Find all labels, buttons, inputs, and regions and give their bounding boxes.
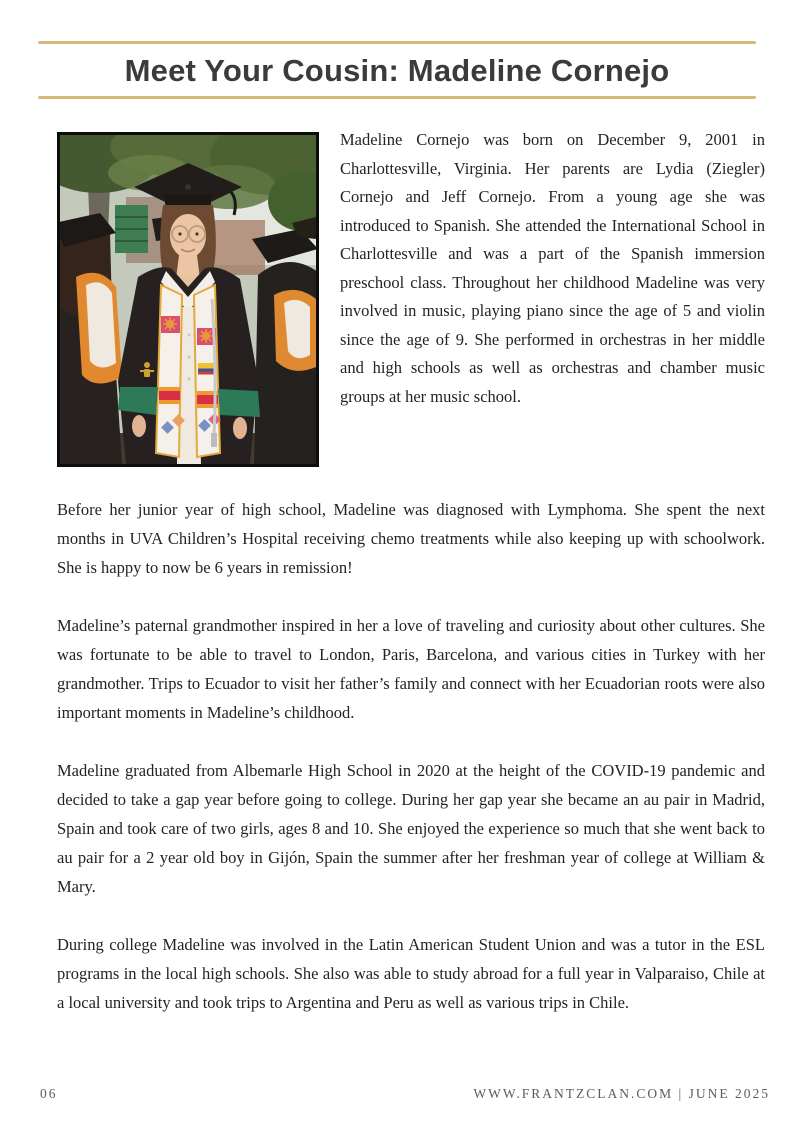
article-body bbox=[57, 132, 765, 1017]
body-paragraph: During college Madeline was involved in the Latin American Student Union and was a tutor in the ESL programs in the local high schools. She also was able to study abroad for a full year in Valparaiso, Chile at a local university and took trips to Argentina and Peru as well as various trips in Chile. bbox=[57, 935, 765, 1013]
intro-section bbox=[57, 132, 765, 467]
intro-paragraph: Madeline Cornejo was born on December 9, 2001 in Charlottesville, Virginia. Her parents are Lydia (Ziegler) Cornejo and Jeff Cornejo. From a young age she was introduced to Spanish. She attended the International School in Charlottesville and was a part of the Spanish immersion preschool class. Throughout her childhood Madeline was very involved in music, playing piano since the age of 5 and violin since the age of 9. She performed in orchestras in her middle and high schools as well as orchestras and chamber music groups at her music school. bbox=[340, 130, 765, 406]
page-number: 06 bbox=[40, 1086, 58, 1101]
graduation-photo bbox=[57, 132, 319, 467]
body-paragraph: Madeline graduated from Albemarle High School in 2020 at the height of the COVID-19 pandemic and decided to take a gap year before going to college. During her gap year she became an au pair in Madrid, Spain and took care of two girls, ages 8 and 10. She enjoyed the experience so much that she went back to au pair for a 2 year old boy in Gijón, Spain the summer after her freshman year of college at William & Mary. bbox=[57, 761, 765, 897]
page-title: Meet Your Cousin: Madeline Cornejo bbox=[124, 53, 670, 88]
page-header bbox=[38, 41, 756, 99]
graduation-photo-image bbox=[60, 135, 316, 464]
header-rule-bottom bbox=[38, 96, 756, 99]
footer-site-date: WWW.FRANTZCLAN.COM | JUNE 2025 bbox=[473, 1086, 770, 1101]
page-footer bbox=[40, 1086, 770, 1102]
body-paragraph: Madeline’s paternal grandmother inspired in her a love of traveling and curiosity about other cultures. She was fortunate to be able to travel to London, Paris, Barcelona, and various cities in Turkey with her grandmother. Trips to Ecuador to visit her father’s family and connect with her Ecuadorian roots were also important moments in Madeline’s childhood. bbox=[57, 616, 765, 723]
body-paragraph: Before her junior year of high school, Madeline was diagnosed with Lymphoma. She spent the next months in UVA Children’s Hospital receiving chemo treatments while also keeping up with schoolwork. She is happy to now be 6 years in remission! bbox=[57, 500, 765, 578]
